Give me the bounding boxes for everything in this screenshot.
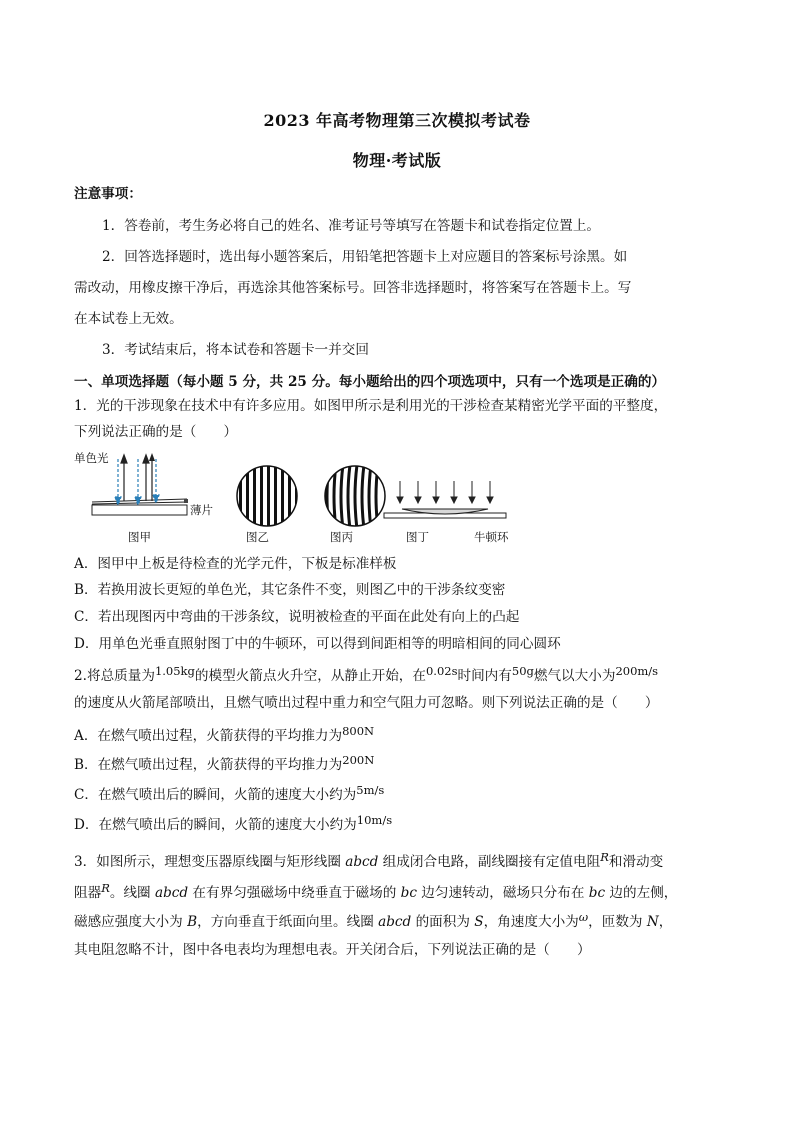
- q2-gas-mass: 50g: [511, 664, 534, 678]
- fig-bing-fringes: [325, 465, 385, 529]
- q3-text-b2: 。线圈: [109, 885, 155, 901]
- q3-coil-abcd-3: abcd: [378, 914, 412, 930]
- q3-edge-bc: bc: [400, 885, 417, 901]
- q2-option-d-text: D．在燃气喷出后的瞬间，火箭的速度大小约为: [74, 817, 357, 833]
- q2-text-1: 2.将总质量为: [74, 668, 155, 684]
- q3-stem-line-4: 其电阻忽略不计，图中各电表均为理想电表。开关闭合后，下列说法正确的是（ ）: [74, 942, 591, 958]
- q2-text-4: 燃气以大小为: [533, 668, 616, 684]
- q1-option-d: D．用单色光垂直照射图丁中的牛顿环，可以得到间距相等的明暗相间的同心圆环: [74, 636, 561, 652]
- q1-stem-line-1: 1．光的干涉现象在技术中有许多应用。如图甲所示是利用光的干涉检查某精密光学平面的平整度，: [74, 398, 668, 414]
- caption-fig-jia: 图甲: [128, 530, 151, 544]
- q3-rheostat-r: R: [101, 881, 110, 895]
- caption-fig-bing: 图丙: [330, 530, 353, 544]
- q3-field-b: B: [187, 914, 198, 930]
- q3-text-c3: 的面积为: [411, 914, 475, 930]
- q3-text-c1: 磁感应强度大小为: [74, 914, 188, 930]
- q3-omega: ω: [578, 910, 589, 924]
- q2-option-a: [74, 726, 724, 746]
- q3-text-b5: 边的左侧，: [605, 885, 678, 901]
- fig-label-thin-sheet: 薄片: [190, 503, 213, 517]
- q3-text-a3: 和滑动变: [608, 854, 664, 870]
- notice-item-2-line-1: 2．回答选择题时，选出每小题答案后，用铅笔把答题卡上对应题目的答案标号涂黑。如: [102, 249, 628, 265]
- q3-stem-line-2: [74, 883, 724, 903]
- caption-fig-ding: 图丁: [406, 530, 429, 544]
- q2-option-b-text: B．在燃气喷出过程，火箭获得的平均推力为: [74, 757, 343, 773]
- q3-text-c5: ，匝数为: [588, 914, 647, 930]
- q3-text-c4: ，角速度大小为: [483, 914, 579, 930]
- q1-figure: [72, 447, 522, 547]
- q2-text-3: 时间内有: [457, 668, 512, 684]
- fig-label-monochromatic-light: 单色光: [74, 451, 109, 465]
- q2-stem-line-2: 的速度从火箭尾部喷出，且燃气喷出过程中重力和空气阻力可忽略。则下列说法正确的是（ ）: [74, 695, 659, 711]
- q1-stem-line-2: 下列说法正确的是（ ）: [74, 424, 238, 440]
- notice-item-2-line-2: 需改动，用橡皮擦干净后，再选涂其他答案标号。回答非选择题时，将答案写在答题卡上。写: [74, 280, 632, 296]
- q2-text-2: 的模型火箭点火升空，从静止开始，在: [194, 668, 426, 684]
- q2-option-d-value: 10m/s: [356, 813, 393, 827]
- q2-option-c: [74, 785, 724, 805]
- q2-option-b: [74, 755, 724, 775]
- q3-text-c6: ，: [658, 914, 673, 930]
- q3-text-b3: 在有界匀强磁场中绕垂直于磁场的: [188, 885, 401, 901]
- q1-option-c: C．若出现图丙中弯曲的干涉条纹，说明被检查的平面在此处有向上的凸起: [74, 609, 520, 625]
- q2-option-a-text: A．在燃气喷出过程，火箭获得的平均推力为: [74, 728, 343, 744]
- q3-stem-line-3: [74, 912, 724, 932]
- q3-text-a1: 3．如图所示，理想变压器原线圈与矩形线圈: [74, 854, 346, 870]
- notice-heading: 注意事项：: [74, 186, 142, 202]
- q2-option-d: [74, 815, 724, 835]
- q2-option-c-value: 5m/s: [356, 783, 385, 797]
- exam-title: 2023 年高考物理第三次模拟考试卷: [263, 111, 531, 130]
- q1-option-b: B．若换用波长更短的单色光，其它条件不变，则图乙中的干涉条纹变密: [74, 582, 506, 598]
- exam-subtitle: 物理·考试版: [352, 151, 442, 170]
- fig-ding-newton-ring: [384, 481, 506, 518]
- q3-coil-abcd: abcd: [345, 854, 379, 870]
- fig-yi-fringes: [237, 465, 298, 529]
- notice-item-2-line-3: 在本试卷上无效。: [74, 311, 183, 327]
- q2-time: 0.02s: [425, 664, 458, 678]
- q2-stem-line-1: [74, 666, 724, 686]
- q3-coil-abcd-2: abcd: [154, 885, 189, 901]
- q3-area-s: S: [474, 914, 484, 930]
- q1-option-a: A．图甲中上板是待检查的光学元件，下板是标准样板: [74, 556, 397, 572]
- q2-option-b-value: 200N: [342, 753, 375, 767]
- q3-text-b1: 阻器: [74, 885, 102, 901]
- q3-resistor-r: R: [600, 850, 609, 864]
- notice-item-1: 1．答卷前，考生务必将自己的姓名、准考证号等填写在答题卡和试卷指定位置上。: [102, 218, 601, 234]
- caption-newton-ring: 牛顿环: [474, 530, 509, 544]
- q2-gas-speed: 200m/s: [615, 664, 659, 678]
- q3-edge-bc-2: bc: [588, 885, 606, 901]
- notice-item-3: 3．考试结束后，将本试卷和答题卡一并交回: [102, 342, 369, 358]
- q3-text-c2: ，方向垂直于纸面向里。线圈: [197, 914, 379, 930]
- caption-fig-yi: 图乙: [246, 530, 269, 544]
- q2-option-a-value: 800N: [342, 724, 375, 738]
- q2-option-c-text: C．在燃气喷出后的瞬间，火箭的速度大小约为: [74, 787, 357, 803]
- q3-text-b4: 边匀速转动，磁场只分布在: [416, 885, 589, 901]
- section-heading-single-choice: 一、单项选择题（每小题 5 分，共 25 分。每小题给出的四个项选项中，只有一个选项是正确的）: [74, 374, 666, 390]
- q3-stem-line-1: [74, 852, 724, 872]
- q2-mass: 1.05kg: [154, 664, 195, 678]
- q3-text-a2: 组成闭合电路，副线圈接有定值电阻: [378, 854, 601, 870]
- q3-turns-n: N: [646, 914, 659, 930]
